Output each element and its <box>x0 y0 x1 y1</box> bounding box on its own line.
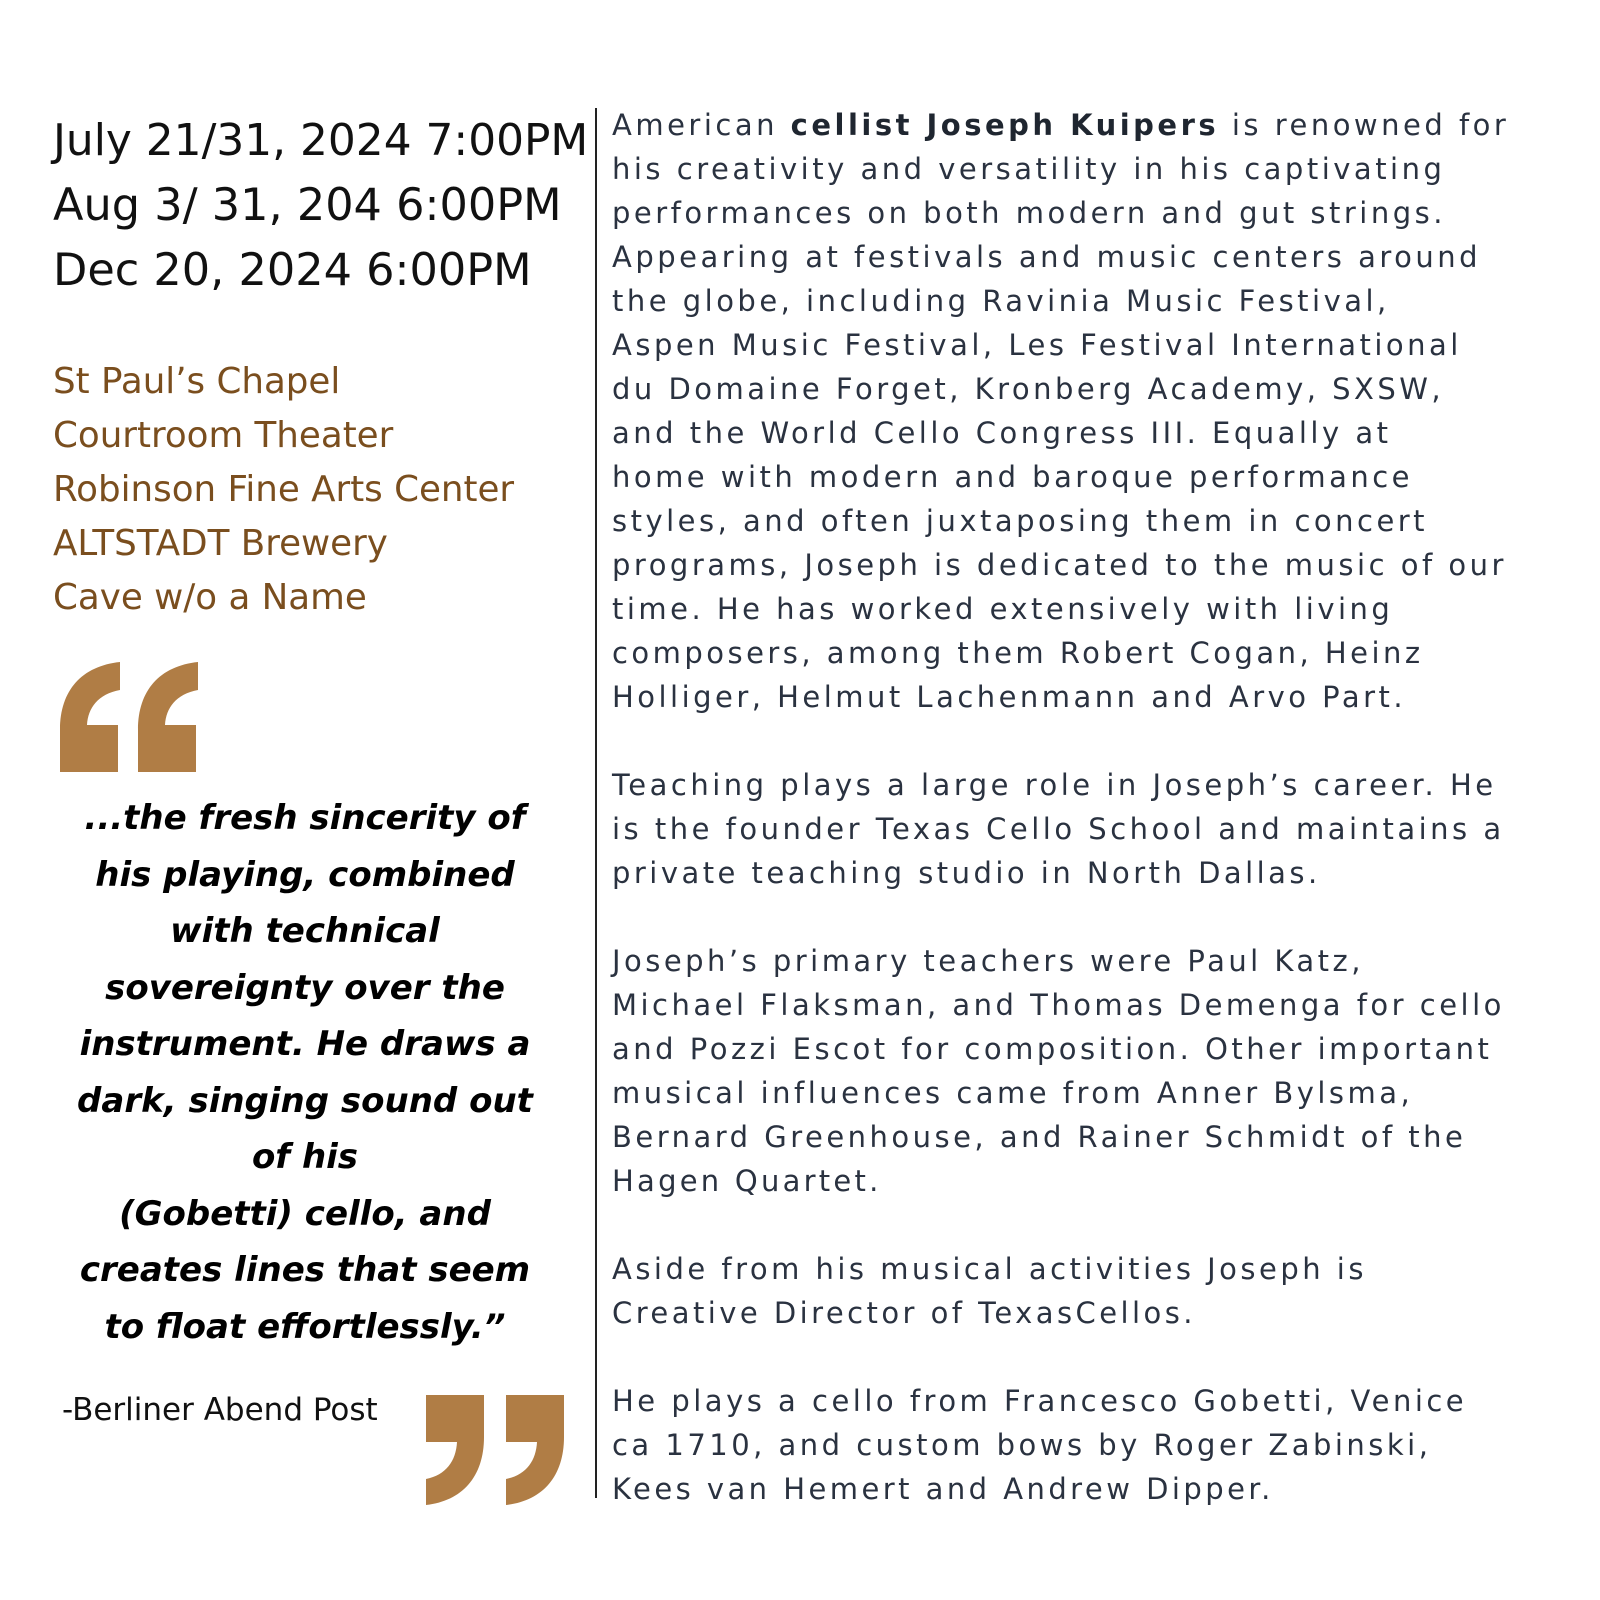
bio-line: ca 1710, and custom bows by Roger Zabinski, <box>612 1428 1432 1462</box>
bio-line: composers, among them Robert Cogan, Heinz <box>612 636 1424 670</box>
bio-line: He plays a cello from Francesco Gobetti, Venice <box>612 1384 1468 1418</box>
quote-line: ...the fresh sincerity of <box>84 798 526 838</box>
quote-line: dark, singing sound out <box>77 1080 533 1121</box>
bio-paragraph-teaching <box>612 763 1592 895</box>
venue-item: Robinson Fine Arts Center <box>53 469 515 510</box>
bio-line: styles, and often juxtaposing them in concert <box>612 504 1429 538</box>
venue-item: ALTSTADT Brewery <box>53 523 388 564</box>
performance-dates <box>53 108 593 303</box>
quote-attribution: -Berliner Abend Post <box>62 1392 378 1428</box>
bio-line: Hagen Quartet. <box>612 1164 882 1198</box>
column-divider <box>595 108 597 1498</box>
biography <box>612 103 1592 1555</box>
bio-line: and Pozzi Escot for composition. Other important <box>612 1032 1493 1066</box>
bio-line: private teaching studio in North Dallas. <box>612 856 1321 890</box>
bio-line: Aspen Music Festival, Les Festival International <box>612 328 1462 362</box>
bio-line: musical influences came from Anner Bylsma, <box>612 1076 1414 1110</box>
bio-paragraph-intro <box>612 103 1592 719</box>
date-line: Aug 3/ 31, 204 6:00PM <box>53 179 562 231</box>
open-quote-icon <box>60 660 200 785</box>
bio-line: home with modern and baroque performance <box>612 460 1413 494</box>
quote-line: sovereignty over the <box>105 967 505 1008</box>
bio-line: Kees van Hemert and Andrew Dipper. <box>612 1472 1274 1506</box>
bio-line: performances on both modern and gut strings. <box>612 196 1446 230</box>
bio-paragraph-director <box>612 1247 1592 1335</box>
bio-line: the globe, including Ravinia Music Festival, <box>612 284 1390 318</box>
quote-line: his playing, combined <box>95 854 515 895</box>
bio-line: is the founder Texas Cello School and maintains a <box>612 812 1505 846</box>
quote-line: to float effortlessly.” <box>104 1306 506 1347</box>
quote-line: with technical <box>170 911 440 951</box>
close-quote-icon <box>426 1395 566 1520</box>
date-line: Dec 20, 2024 6:00PM <box>53 244 532 296</box>
bio-paragraph-teachers <box>612 939 1592 1203</box>
bio-line: time. He has worked extensively with living <box>612 592 1394 626</box>
bio-line: Creative Director of TexasCellos. <box>612 1296 1196 1330</box>
date-line: July 21/31, 2024 7:00PM <box>53 115 589 166</box>
bio-line: Teaching plays a large role in Joseph’s career. He <box>612 768 1497 802</box>
quote-line: of his <box>251 1137 359 1177</box>
venue-item: Courtroom Theater <box>53 415 394 456</box>
venue-item: St Paul’s Chapel <box>53 361 341 402</box>
bio-line: and the World Cello Congress III. Equally at <box>612 416 1392 450</box>
bio-line: Holliger, Helmut Lachenmann and Arvo Part. <box>612 680 1407 714</box>
venue-list <box>53 355 593 625</box>
bio-line: Bernard Greenhouse, and Rainer Schmidt of the <box>612 1120 1467 1154</box>
bio-line: du Domaine Forget, Kronberg Academy, SXSW, <box>612 372 1445 406</box>
bio-line: Appearing at festivals and music centers around <box>612 240 1482 274</box>
artist-name: cellist Joseph Kuipers <box>790 108 1220 142</box>
bio-paragraph-instrument <box>612 1379 1592 1511</box>
bio-line: American cellist Joseph Kuipers is renowned for <box>612 108 1510 142</box>
quote-line: (Gobetti) cello, and <box>119 1193 491 1234</box>
venue-item: Cave w/o a Name <box>53 577 367 618</box>
bio-line: Joseph’s primary teachers were Paul Katz, <box>612 944 1364 978</box>
bio-line: Michael Flaksman, and Thomas Demenga for cello <box>612 988 1505 1022</box>
quote-line: instrument. He draws a <box>79 1024 531 1064</box>
quote-line: creates lines that seem <box>79 1250 531 1290</box>
bio-line: Aside from his musical activities Joseph is <box>612 1252 1367 1286</box>
bio-line: his creativity and versatility in his captivating <box>612 152 1446 186</box>
press-quote <box>45 790 565 1355</box>
bio-line: programs, Joseph is dedicated to the music of our <box>612 548 1507 582</box>
